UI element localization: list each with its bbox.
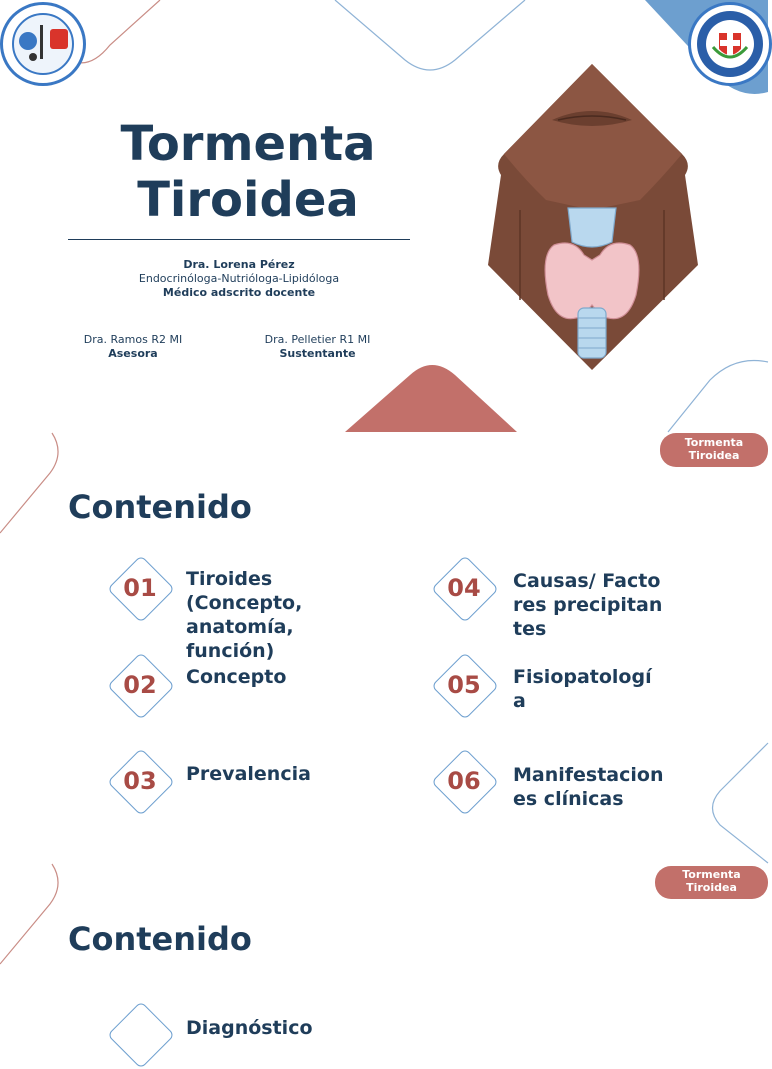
item-number-badge (105, 746, 175, 816)
title-line-2: Tiroidea (137, 172, 359, 228)
doctor-position: Médico adscrito docente (162, 286, 316, 299)
contents-item: Causas/ Factores precipitantes (513, 570, 663, 640)
item-number-badge (105, 650, 175, 720)
item-number: 03 (123, 767, 157, 795)
item-number-badge (105, 553, 175, 623)
tag-line-2: Tiroidea (686, 881, 737, 894)
contents-slide-continued (0, 864, 768, 1039)
title-slide (0, 0, 768, 432)
title-divider (68, 239, 410, 240)
title-line-1: Tormenta (120, 116, 376, 172)
tag-line-1: Tormenta (682, 868, 741, 881)
section-tag (660, 433, 768, 467)
advisor-role: Asesora (108, 347, 158, 360)
contents-slide (0, 433, 768, 863)
tag-line-2: Tiroidea (688, 449, 740, 462)
presentation-title (68, 116, 428, 228)
thyroid-neck-illustration (480, 60, 705, 375)
hospital-logo-left (0, 2, 86, 86)
presenter-role: Sustentante (279, 347, 356, 360)
item-number-badge (429, 746, 499, 816)
item-number: 06 (447, 767, 481, 795)
tag-line-1: Tormenta (684, 436, 744, 449)
item-number-badge (105, 999, 175, 1069)
contents-heading: Contenido (68, 488, 252, 526)
contents-item: Prevalencia (186, 763, 311, 785)
item-number-badge (429, 650, 499, 720)
contents-item-partial: Diagnóstico (186, 1017, 313, 1039)
contents-item: Tiroides (Concepto, anatomía, función) (186, 568, 303, 662)
item-number: 05 (447, 671, 481, 699)
item-number-badge (429, 553, 499, 623)
contents-item: Concepto (186, 666, 287, 688)
contents-item: Fisiopatología (513, 666, 652, 712)
contents-item: Manifestaciones clínicas (513, 764, 664, 810)
item-number: 04 (447, 574, 481, 602)
section-tag (655, 866, 768, 899)
advisor-name: Dra. Ramos R2 MI (83, 333, 183, 346)
item-number: 01 (123, 574, 157, 602)
contents-heading: Contenido (68, 920, 252, 958)
item-number: 02 (123, 671, 157, 699)
doctor-specialty: Endocrinóloga-Nutrióloga-Lipidóloga (138, 272, 340, 285)
doctor-name: Dra. Lorena Pérez (183, 258, 295, 271)
presenter-name: Dra. Pelletier R1 MI (264, 333, 371, 346)
